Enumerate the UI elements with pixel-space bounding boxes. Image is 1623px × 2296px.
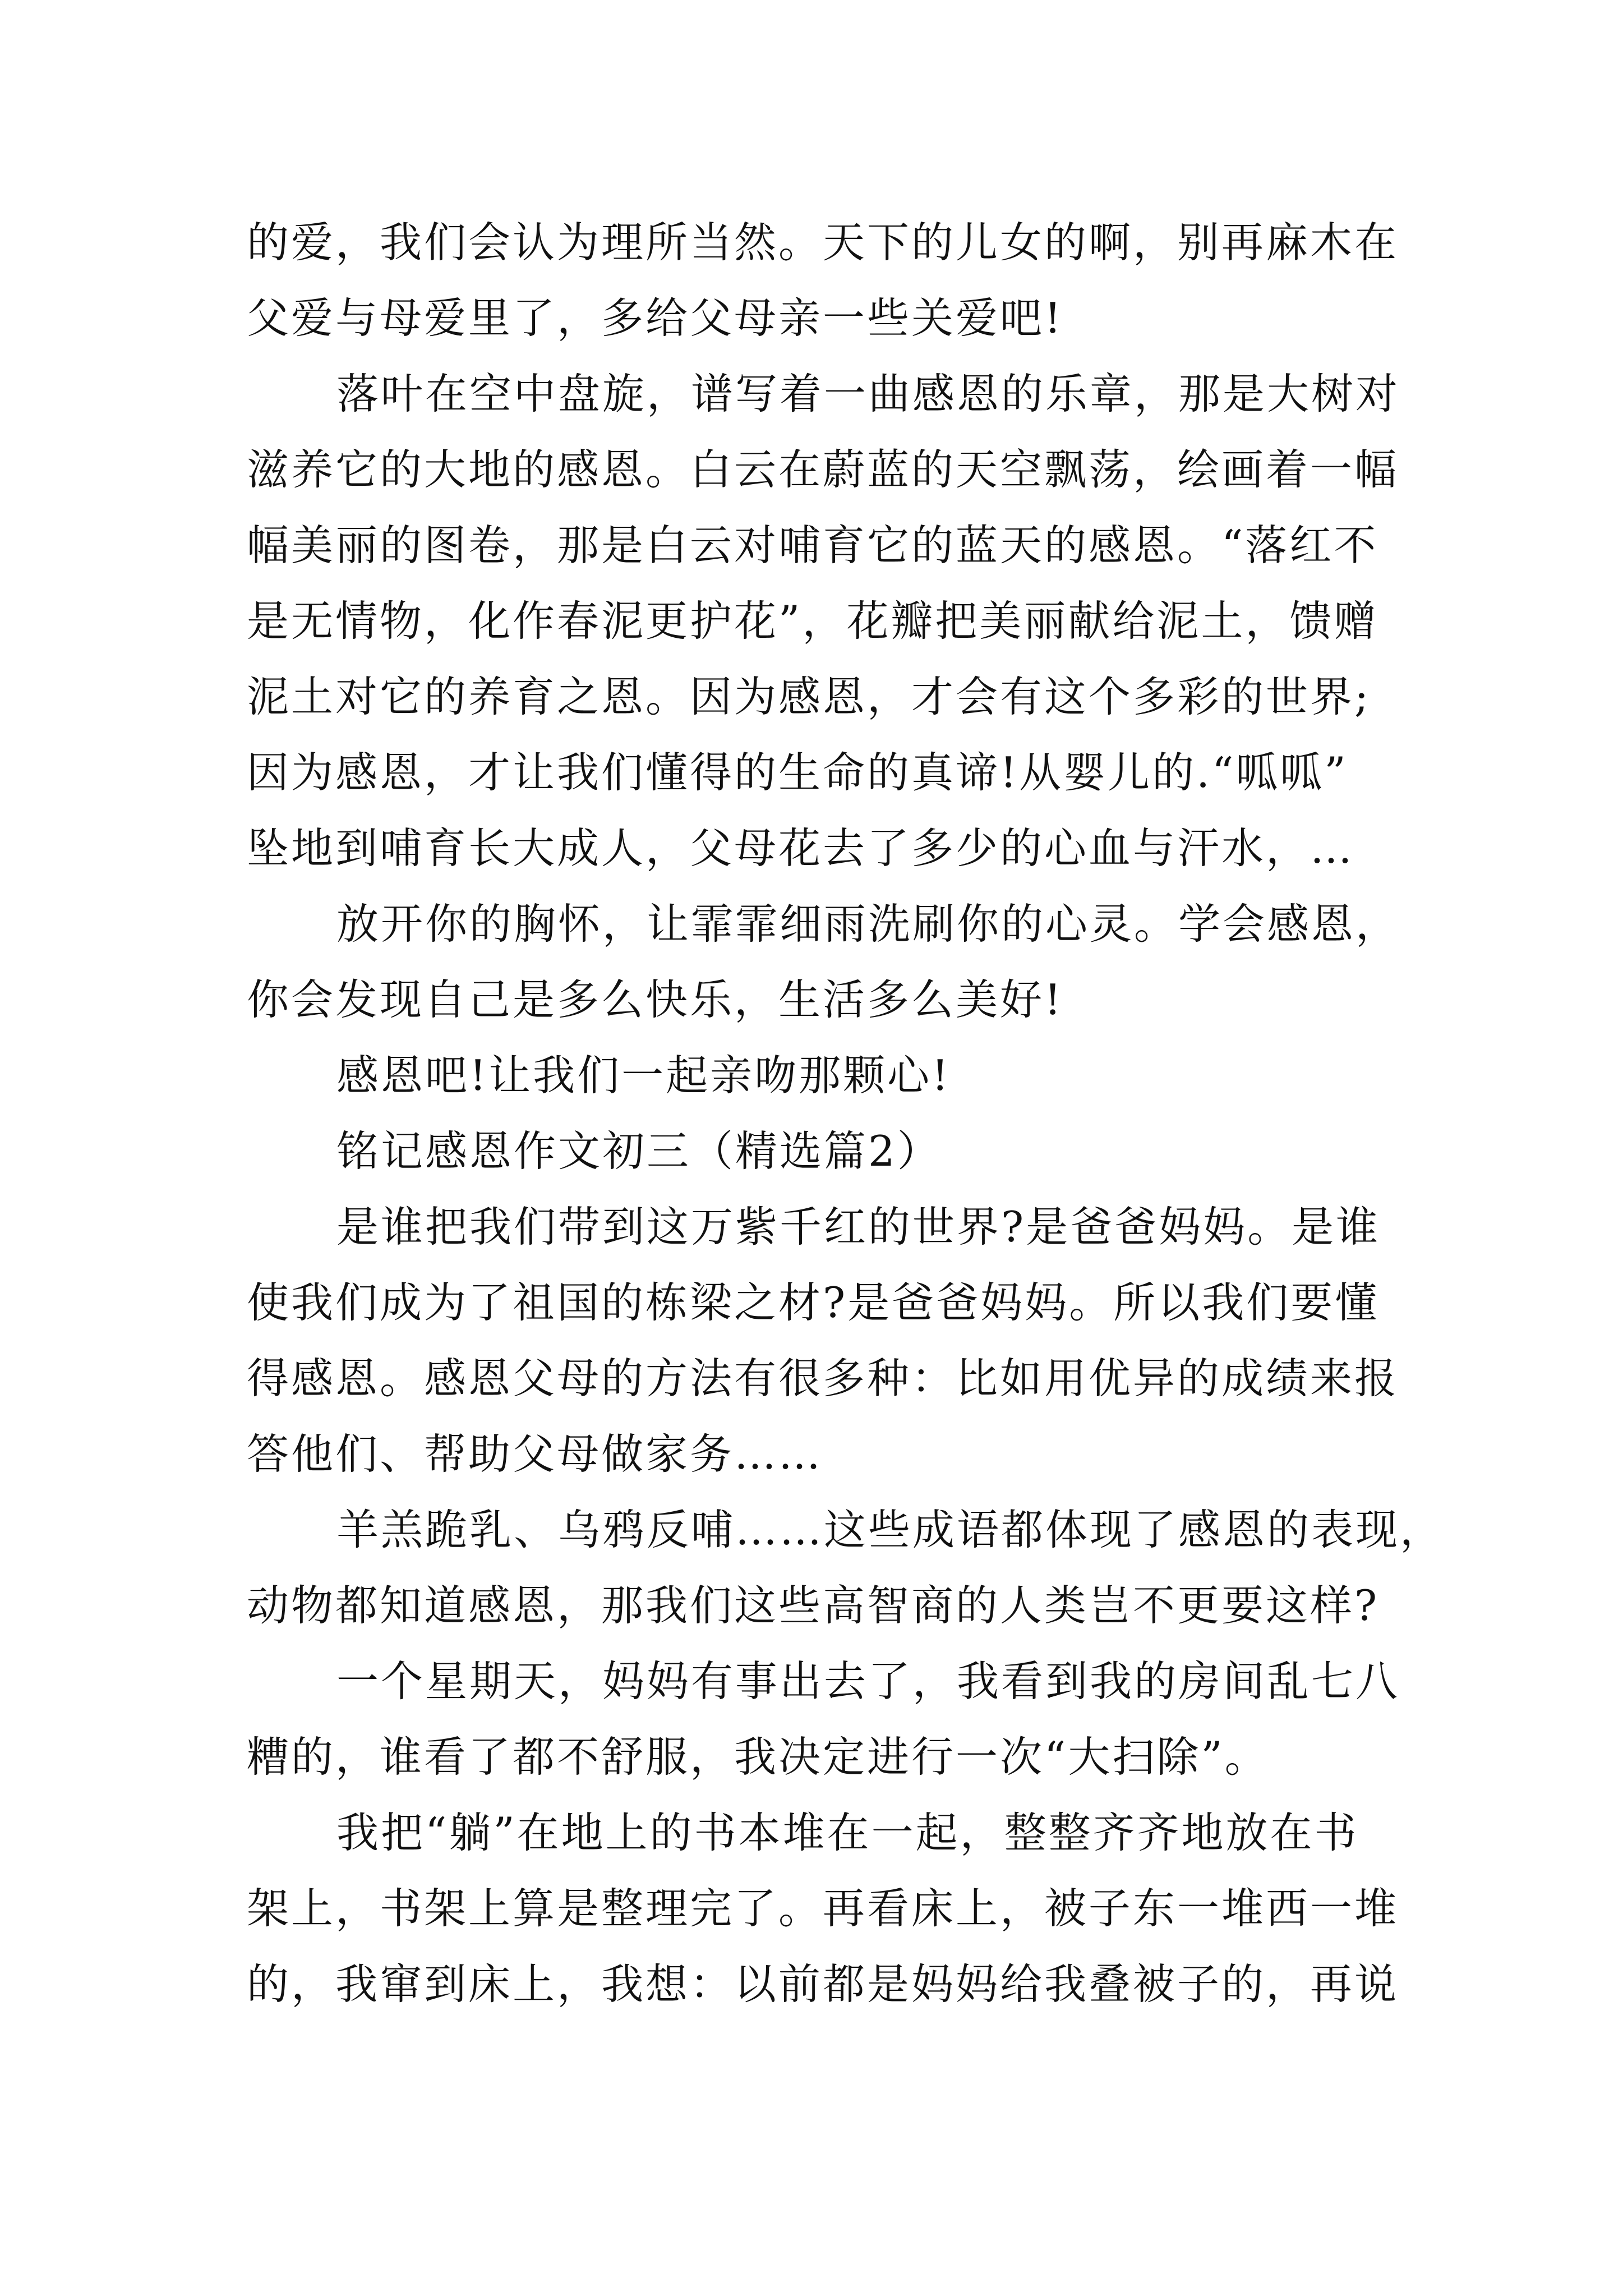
text-line: 落叶在空中盘旋，谱写着一曲感恩的乐章，那是大树对: [336, 369, 1400, 418]
text-line: 因为感恩，才让我们懂得的生命的真谛!从婴儿的.“呱呱”: [247, 748, 1348, 797]
text-line: 是谁把我们带到这万紫千红的世界?是爸爸妈妈。是谁: [336, 1202, 1381, 1251]
text-line: 使我们成为了祖国的栋梁之材?是爸爸妈妈。所以我们要懂: [247, 1278, 1380, 1327]
text-line: 动物都知道感恩，那我们这些高智商的人类岂不更要这样?: [247, 1581, 1380, 1630]
text-line: 的爱，我们会认为理所当然。天下的儿女的啊，别再麻木在: [247, 218, 1399, 267]
document-body: [247, 205, 1445, 2022]
text-line: 我把“躺”在地上的书本堆在一起，整整齐齐地放在书: [336, 1808, 1359, 1857]
text-line: 得感恩。感恩父母的方法有很多种：比如用优异的成绩来报: [247, 1354, 1399, 1403]
text-line: 放开你的胸怀，让霏霏细雨洗刷你的心灵。学会感恩，: [336, 899, 1400, 949]
text-line: 幅美丽的图卷，那是白云对哺育它的蓝天的感恩。“落红不: [247, 521, 1378, 570]
text-line: 答他们、帮助父母做家务……: [247, 1429, 823, 1479]
text-line: 的，我窜到床上，我想：以前都是妈妈给我叠被子的，再说: [247, 1959, 1399, 2009]
text-line: 坠地到哺育长大成人，父母花去了多少的心血与汗水，…: [247, 823, 1355, 873]
text-line: 父爱与母爱里了，多给父母亲一些关爱吧!: [247, 293, 1064, 343]
text-line: 感恩吧!让我们一起亲吻那颗心!: [336, 1051, 951, 1100]
text-line: 是无情物，化作春泥更护花”，花瓣把美丽献给泥土，馈赠: [247, 596, 1378, 646]
text-line: 你会发现自己是多么快乐，生活多么美好!: [247, 975, 1064, 1024]
text-line: 糟的，谁看了都不舒服，我决定进行一次“大扫除”。: [247, 1732, 1269, 1782]
text-line: 架上，书架上算是整理完了。再看床上，被子东一堆西一堆: [247, 1884, 1399, 1933]
text-line: 羊羔跪乳、乌鸦反哺……这些成语都体现了感恩的表现，: [336, 1505, 1445, 1554]
text-line: 滋养它的大地的感恩。白云在蔚蓝的天空飘荡，绘画着一幅: [247, 445, 1399, 494]
text-line: 一个星期天，妈妈有事出去了，我看到我的房间乱七八: [336, 1657, 1400, 1706]
text-line: 泥土对它的养育之恩。因为感恩，才会有这个多彩的世界;: [247, 672, 1371, 721]
section-heading: 铭记感恩作文初三（精选篇2）: [336, 1126, 942, 1176]
